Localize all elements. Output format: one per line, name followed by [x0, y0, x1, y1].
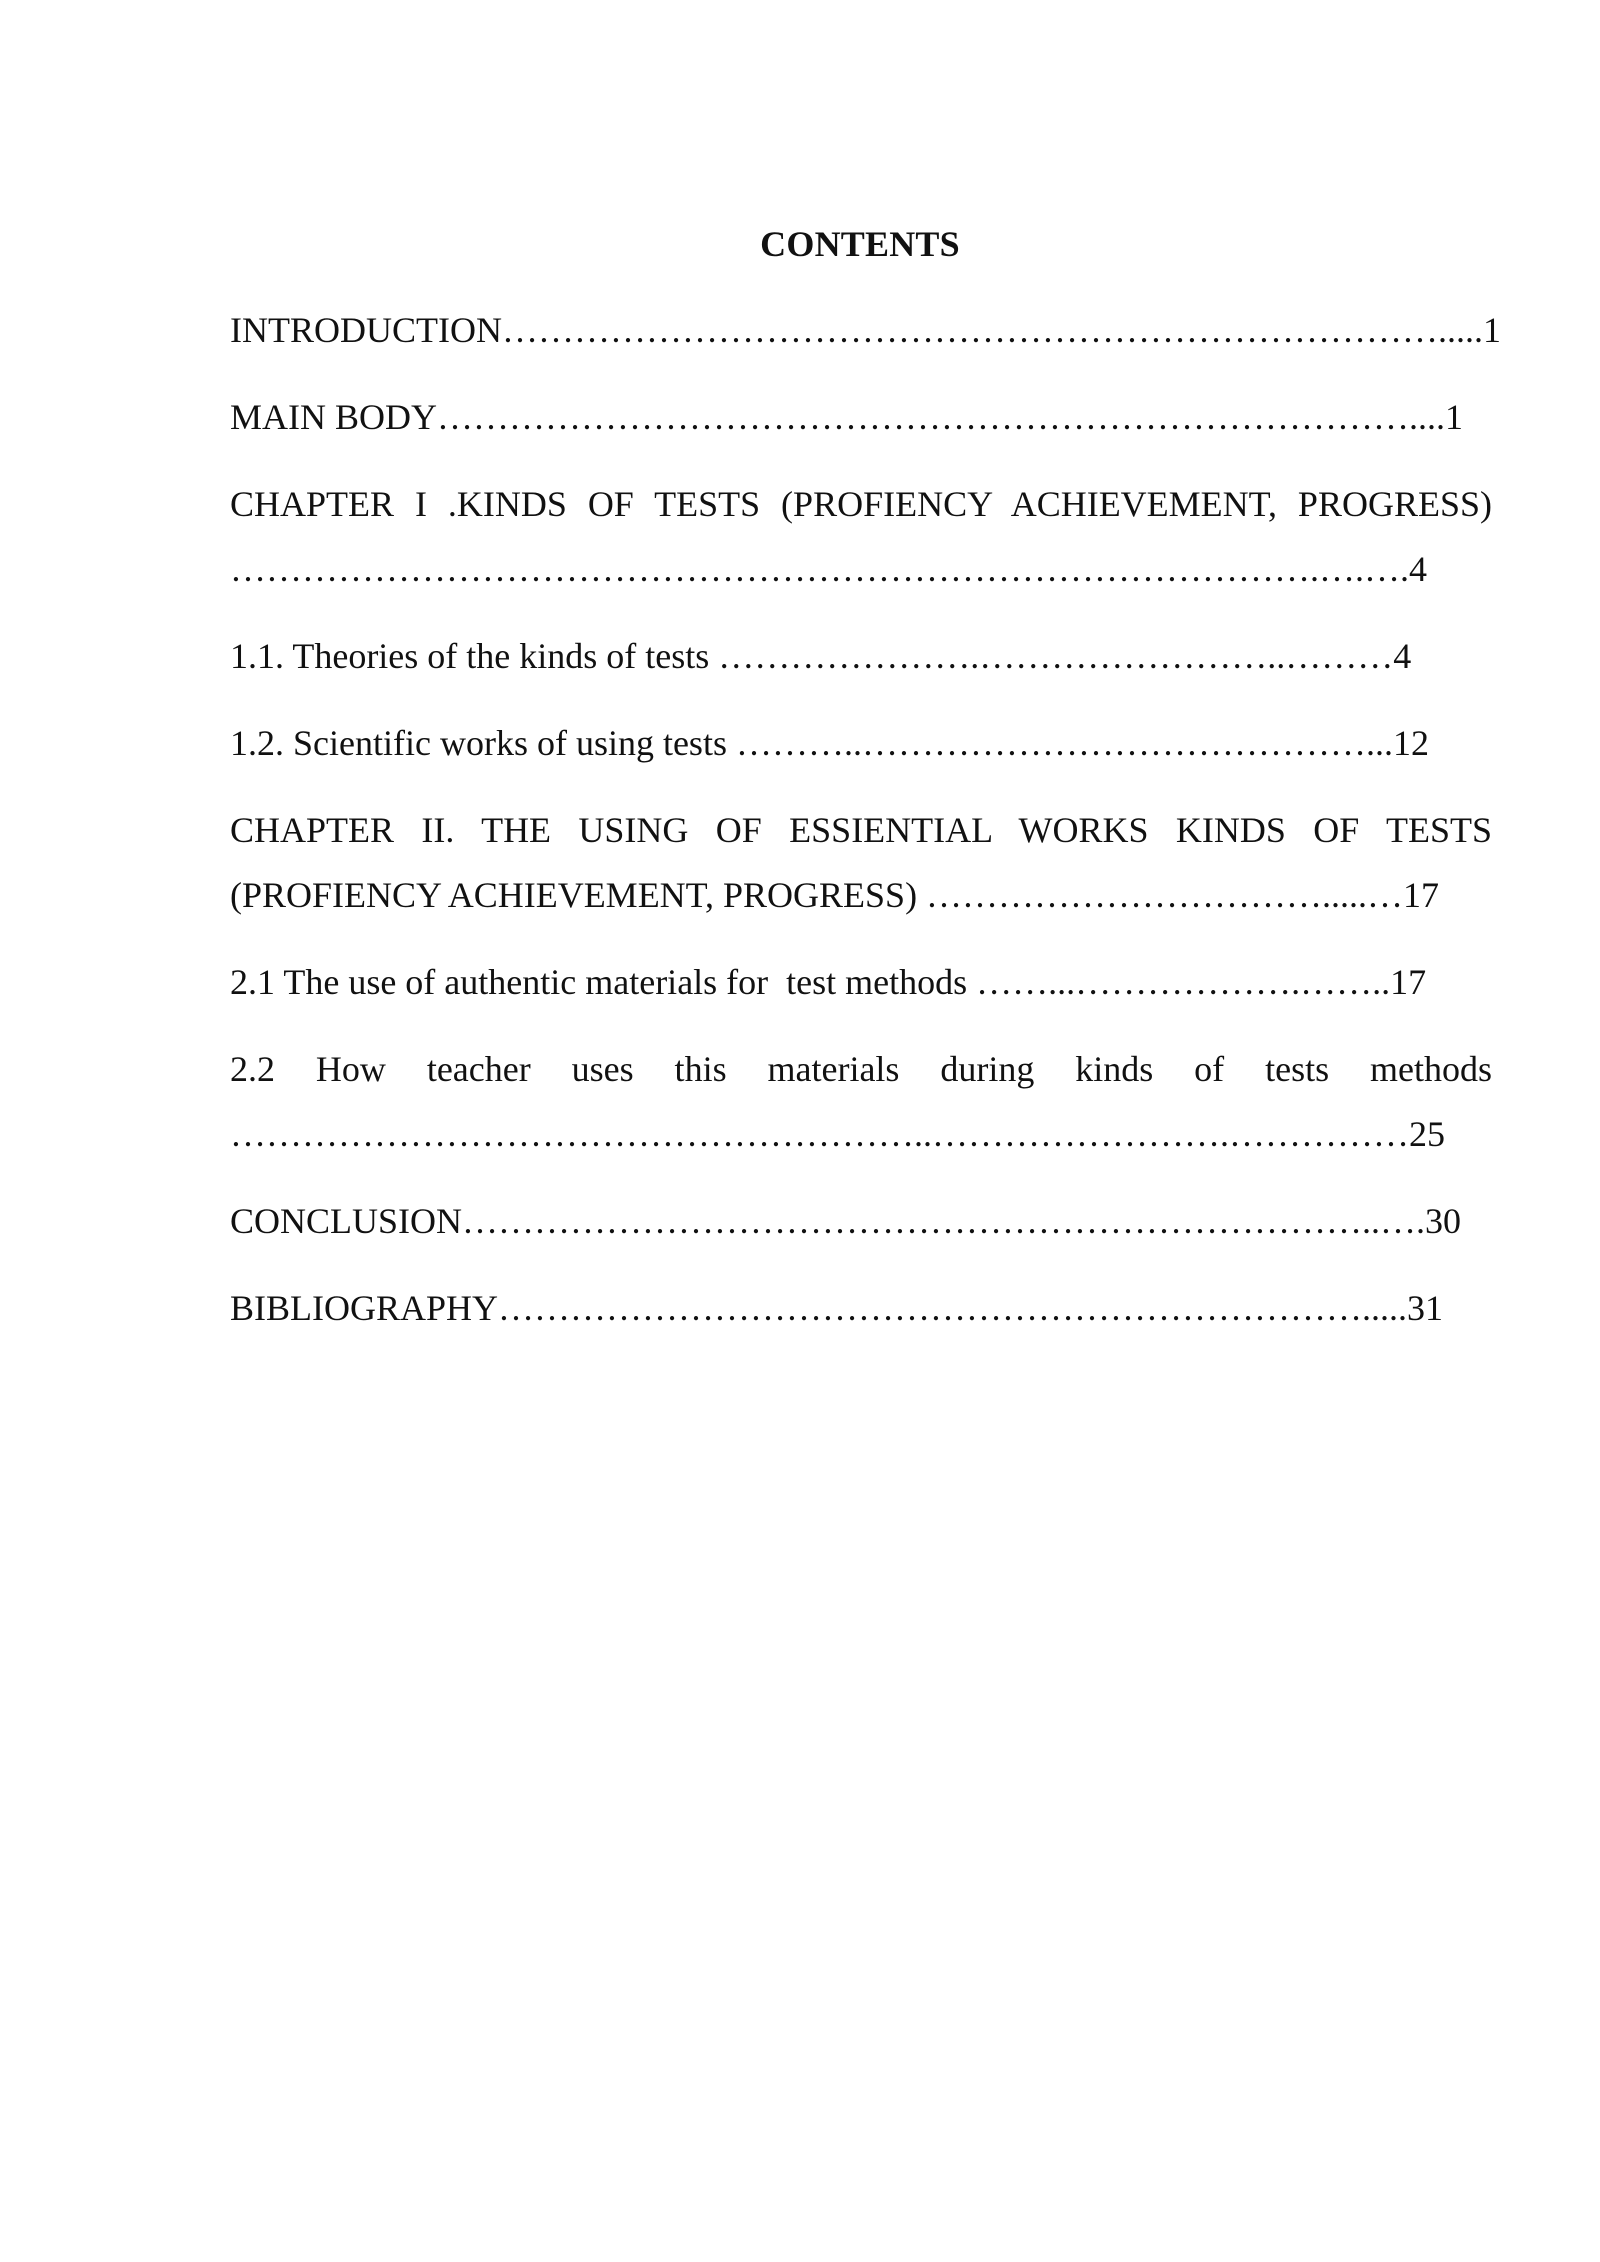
contents-title: CONTENTS: [760, 224, 960, 264]
toc-entry-2-1[interactable]: 2.1 The use of authentic materials for test methods ……...……………….……..17: [230, 962, 1427, 1002]
toc-entry-1-1[interactable]: 1.1. Theories of the kinds of tests ………………….……………………..………4: [230, 636, 1412, 676]
toc-entry-2-2-leader[interactable]: …………………………………………………..…………………….……………25: [230, 1114, 1445, 1154]
toc-entry-2-2-title[interactable]: 2.2 How teacher uses this materials during kinds of tests methods: [230, 1049, 1492, 1089]
toc-entry-conclusion[interactable]: CONCLUSION…………………………………………………………………..….30: [230, 1201, 1462, 1241]
toc-entry-bibliography[interactable]: BIBLIOGRAPHY……………………………………………………………….....31: [230, 1288, 1444, 1328]
toc-entry-chapter-1-leader[interactable]: ……………………………………………………………………………….….….4: [230, 549, 1427, 589]
toc-entry-chapter-2-subtitle[interactable]: (PROFIENCY ACHIEVEMENT, PROGRESS) …………………………….....…17: [230, 875, 1440, 915]
toc-entry-chapter-1-title[interactable]: CHAPTER I .KINDS OF TESTS (PROFIENCY ACHIEVEMENT, PROGRESS): [230, 484, 1492, 524]
toc-entry-main-body[interactable]: MAIN BODY………………………………………………………………………....1: [230, 397, 1463, 437]
toc-entry-chapter-2-title[interactable]: CHAPTER II. THE USING OF ESSIENTIAL WORKS KINDS OF TESTS: [230, 810, 1492, 850]
toc-entry-1-2[interactable]: 1.2. Scientific works of using tests ………..……………………………………...12: [230, 723, 1429, 763]
toc-entry-introduction[interactable]: INTRODUCTION…………………………………………………………………….....1: [230, 310, 1501, 350]
